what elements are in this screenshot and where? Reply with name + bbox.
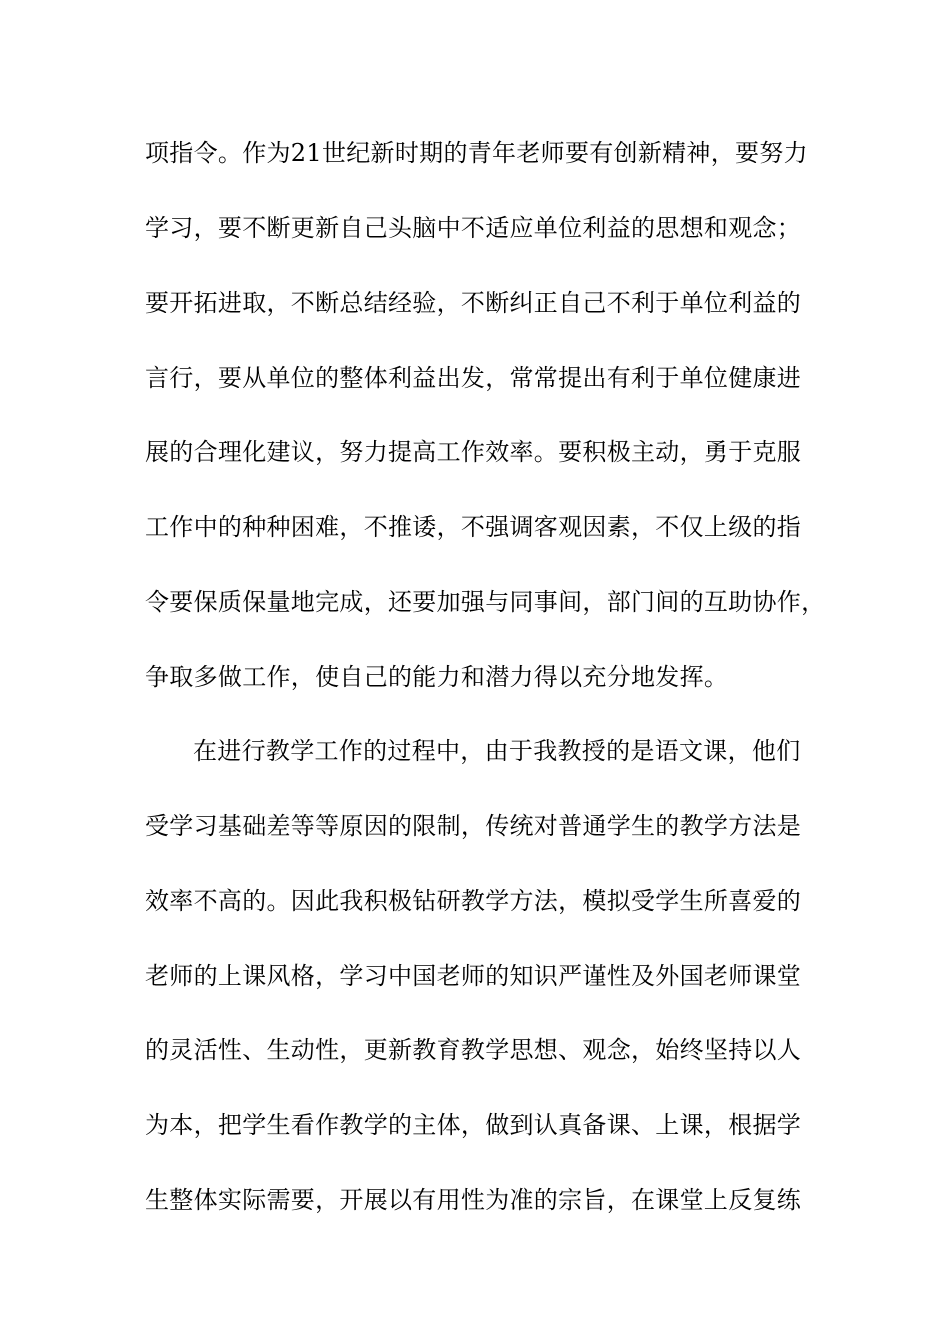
paragraph-line: 效率不高的。因此我积极钻研教学方法，模拟受学生所喜爱的 <box>145 887 802 915</box>
paragraph-line: 为本，把学生看作教学的主体，做到认真备课、上课，根据学 <box>145 1111 802 1139</box>
paragraph-line: 生整体实际需要，开展以有用性为准的宗旨，在课堂上反复练 <box>145 1186 802 1214</box>
paragraph-line: 受学习基础差等等原因的限制，传统对普通学生的教学方法是 <box>145 812 802 840</box>
paragraph-line: 要开拓进取，不断总结经验，不断纠正自己不利于单位利益的 <box>145 289 802 317</box>
paragraph-line: 学习，要不断更新自己头脑中不适应单位利益的思想和观念； <box>145 214 802 242</box>
paragraph-line: 的灵活性、生动性，更新教育教学思想、观念，始终坚持以人 <box>145 1036 802 1064</box>
paragraph-line: 项指令。作为21世纪新时期的青年老师要有创新精神，要努力 <box>145 139 808 167</box>
paragraph-first-line: 在进行教学工作的过程中，由于我教授的是语文课，他们 <box>193 737 801 765</box>
paragraph-line: 言行，要从单位的整体利益出发，常常提出有利于单位健康进 <box>145 364 802 392</box>
paragraph-line: 工作中的种种困难，不推诿，不强调客观因素，不仅上级的指 <box>145 513 802 541</box>
paragraph-line: 争取多做工作，使自己的能力和潜力得以充分地发挥。 <box>145 663 729 691</box>
paragraph-line: 老师的上课风格，学习中国老师的知识严谨性及外国老师课堂 <box>145 962 802 990</box>
paragraph-line: 令要保质保量地完成，还要加强与同事间，部门间的互助协作， <box>145 588 826 616</box>
paragraph-line: 展的合理化建议，努力提高工作效率。要积极主动，勇于克服 <box>145 438 802 466</box>
